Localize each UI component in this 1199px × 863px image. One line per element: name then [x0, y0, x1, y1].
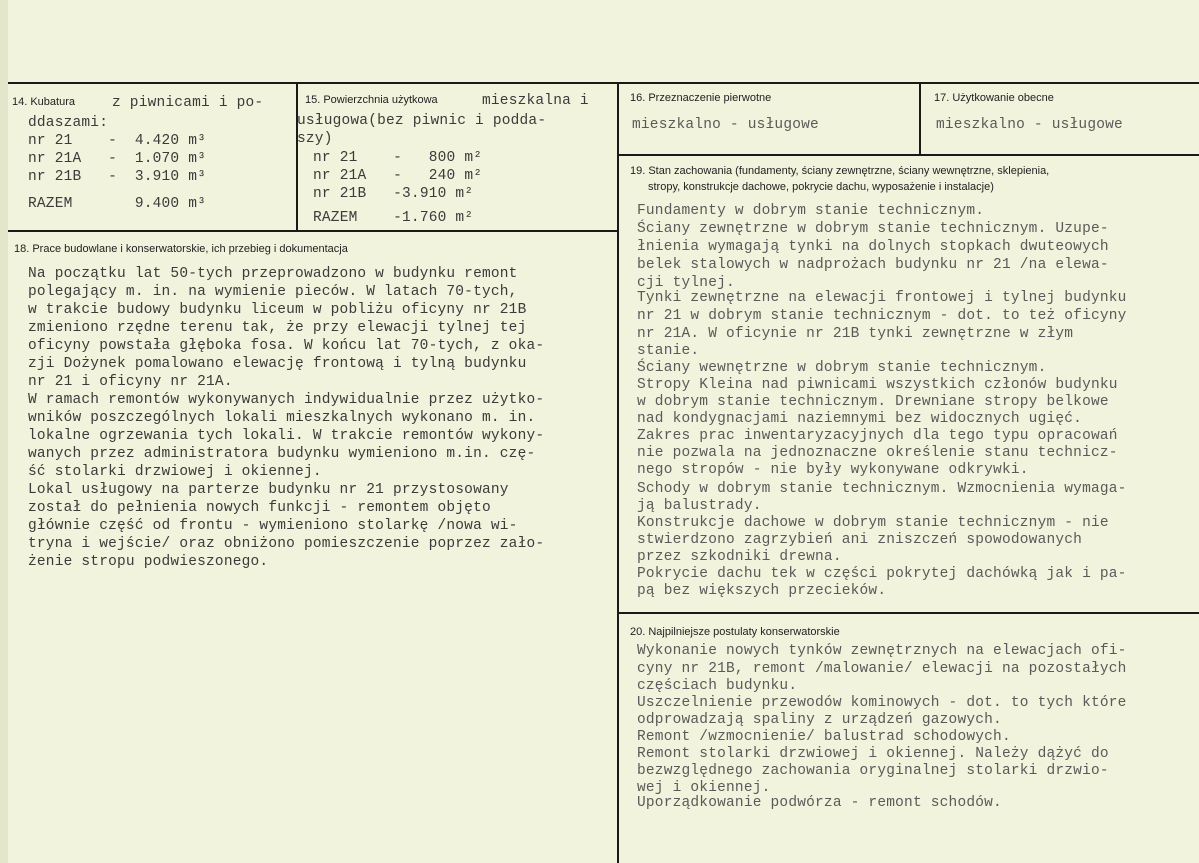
card-edge [0, 0, 8, 863]
field-19-line: stwierdzono zagrzybień ani zniszczeń spowodowanych [637, 532, 1083, 548]
field-18-line: w trakcie budowy budynku liceum w pobliżu oficyny nr 21B [28, 302, 527, 318]
divider-16-17 [919, 82, 921, 155]
field-19-line: pą bez większych przecieków. [637, 583, 887, 599]
field-17-value: mieszkalno - usługowe [936, 117, 1123, 133]
field-19-line: Zakres prac inwentaryzacyjnych dla tego typu opracowań [637, 428, 1118, 444]
rule-under-16-17 [618, 154, 1199, 156]
field-19-label-cont: stropy, konstrukcje dachowe, pokrycie dachu, wyposażenie i instalacje) [648, 181, 994, 193]
field-20-line: cyny nr 21B, remont /malowanie/ elewacji na pozostałych [637, 661, 1127, 677]
field-20-line: częściach budynku. [637, 678, 798, 694]
field-19-line: Ściany wewnętrzne w dobrym stanie technicznym. [637, 360, 1047, 376]
field-18-line: oficyny powstała głęboka fosa. W końcu lat 70-tych, z oka- [28, 338, 545, 354]
field-19-line: przez szkodniki drewna. [637, 549, 842, 565]
field-19-line: nego stropów - nie były wykonywane odkrywki. [637, 462, 1029, 478]
field-19-line: Ściany zewnętrzne w dobrym stanie technicznym. Uzupe- [637, 221, 1109, 237]
top-rule [8, 82, 1199, 84]
rule-under-14-15 [8, 230, 619, 232]
field-18-line: ść stolarki drzwiowej i okiennej. [28, 464, 322, 480]
field-18-line: nr 21 i oficyny nr 21A. [28, 374, 233, 390]
field-19-line: belek stalowych w nadprożach budynku nr 21 /na elewa- [637, 257, 1109, 273]
field-18-line: głównie część od frontu - wymieniono stolarkę /nowa wi- [28, 518, 518, 534]
field-15-label: 15. Powierzchnia użytkowa [305, 94, 438, 106]
field-19-line: nr 21A. W oficynie nr 21B tynki zewnętrzne w złym [637, 326, 1074, 342]
field-15-line: szy) [297, 131, 333, 147]
field-14-line: RAZEM 9.400 m³ [28, 196, 207, 212]
field-18-label: 18. Prace budowlane i konserwatorskie, ich przebieg i dokumentacja [14, 243, 348, 255]
field-19-line: Konstrukcje dachowe w dobrym stanie technicznym - nie [637, 515, 1109, 531]
field-20-line: odprowadzają spaliny z urządzeń gazowych. [637, 712, 1002, 728]
field-20-line: Remont stolarki drzwiowej i okiennej. Należy dążyć do [637, 746, 1109, 762]
field-19-line: cji tylnej. [637, 275, 735, 291]
field-15-line: usługowa(bez piwnic i poddа- [297, 113, 547, 129]
field-14-label: 14. Kubatura [12, 96, 75, 108]
divider-main [617, 82, 619, 863]
field-19-label: 19. Stan zachowania (fundamenty, ściany zewnętrzne, ściany wewnętrzne, sklepienia, [630, 165, 1050, 177]
field-14-line: z piwnicami i po- [112, 95, 264, 111]
field-20-line: Remont /wzmocnienie/ balustrad schodowych. [637, 729, 1011, 745]
field-14-line: ddaszami: [28, 115, 109, 131]
field-18-line: zji Dożynek pomalowano elewację frontową i tylną budynku [28, 356, 527, 372]
field-18-line: wanych przez administratora budynku wymieniono m.in. czę- [28, 446, 536, 462]
field-19-line: w dobrym stanie technicznym. Drewniane stropy belkowe [637, 394, 1109, 410]
field-20-line: Wykonanie nowych tynków zewnętrznych na elewacjach ofi- [637, 643, 1127, 659]
field-20-line: wej i okiennej. [637, 780, 771, 796]
field-15-line: RAZEM -1.760 m² [313, 210, 474, 226]
field-16-label: 16. Przeznaczenie pierwotne [630, 92, 772, 104]
field-14-line: nr 21A - 1.070 m³ [28, 151, 207, 167]
field-15-line: nr 21A - 240 m² [313, 168, 483, 184]
field-18-line: wników poszczególnych lokali mieszkalnych wykonano m. in. [28, 410, 536, 426]
field-20-line: Uszczelnienie przewodów kominowych - dot. to tych które [637, 695, 1127, 711]
field-18-line: został do pełnienia nowych funkcji - remontem objęto [28, 500, 491, 516]
field-18-line: żenie stropu podwieszonego. [28, 554, 269, 570]
field-14-line: nr 21B - 3.910 m³ [28, 169, 207, 185]
field-18-line: polegający m. in. na wymienie pieców. W latach 70-tych, [28, 284, 518, 300]
field-18-line: Na początku lat 50-tych przeprowadzono w budynku remont [28, 266, 518, 282]
field-14-line: nr 21 - 4.420 m³ [28, 133, 207, 149]
field-15-line: nr 21 - 800 m² [313, 150, 483, 166]
field-18-line: Lokal usługowy na parterze budynku nr 21 przystosowany [28, 482, 509, 498]
field-19-line: Schody w dobrym stanie technicznym. Wzmocnienia wymaga- [637, 481, 1127, 497]
field-20-line: bezwzględnego zachowania oryginalnej stolarki drzwio- [637, 763, 1109, 779]
field-18-line: W ramach remontów wykonywanych indywidualnie przez użytko- [28, 392, 545, 408]
field-19-line: ją balustrady. [637, 498, 762, 514]
field-17-label: 17. Użytkowanie obecne [934, 92, 1054, 104]
field-19-line: łnienia wymagają tynki na dolnych stopkach dwuteowych [637, 239, 1109, 255]
field-19-line: stanie. [637, 343, 700, 359]
field-18-line: tryna i wejście/ oraz obniżono pomieszczenie poprzez zało- [28, 536, 545, 552]
field-19-line: Pokrycie dachu tek w części pokrytej dachówką jak i pa- [637, 566, 1127, 582]
field-16-value: mieszkalno - usługowe [632, 117, 819, 133]
field-20-label: 20. Najpilniejsze postulaty konserwatorskie [630, 626, 840, 638]
field-20-line: Uporządkowanie podwórza - remont schodów. [637, 795, 1002, 811]
rule-above-20 [618, 612, 1199, 614]
field-19-line: nad kondygnacjami naziemnymi bez widocznych ugięć. [637, 411, 1083, 427]
field-18-line: zmieniono rzędne terenu tak, że przy elewacji tylnej tej [28, 320, 527, 336]
field-19-line: nr 21 w dobrym stanie technicznym - dot. to też oficyny [637, 308, 1127, 324]
field-19-line: nie pozwala na jednoznaczne określenie stanu technicz- [637, 445, 1118, 461]
divider-14-15 [296, 82, 298, 232]
field-15-line: mieszkalna i [482, 93, 589, 109]
field-19-line: Fundamenty w dobrym stanie technicznym. [637, 203, 985, 219]
field-19-line: Stropy Kleina nad piwnicami wszystkich członów budynku [637, 377, 1118, 393]
field-19-line: Tynki zewnętrzne na elewacji frontowej i tylnej budynku [637, 290, 1127, 306]
field-15-line: nr 21B -3.910 m² [313, 186, 474, 202]
field-18-line: lokalne ogrzewania tych lokali. W trakcie remontów wykony- [28, 428, 545, 444]
